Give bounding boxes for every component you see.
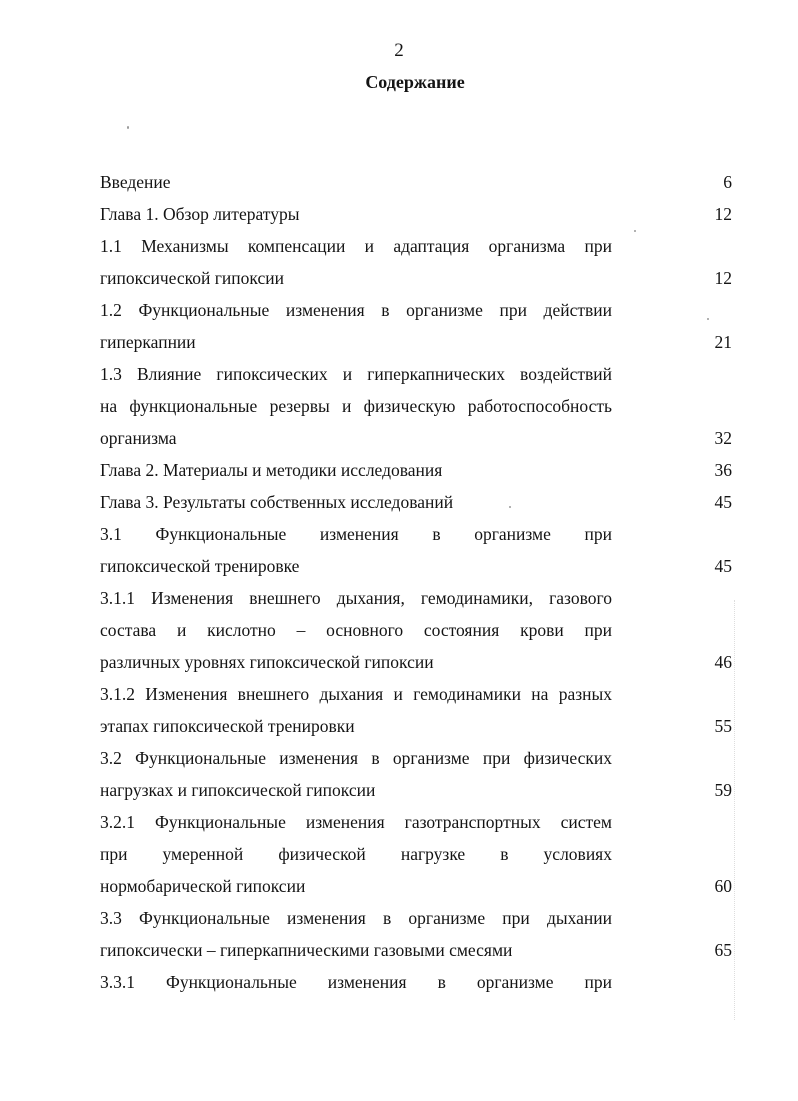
toc-entry-line: Глава 2. Материалы и методики исследования <box>100 460 443 480</box>
toc-entry <box>100 294 740 358</box>
toc-entry-line: 1.2 Функциональные изменения в организме при действии <box>100 300 612 320</box>
toc-entry <box>100 230 740 294</box>
scan-margin-noise <box>734 600 745 1020</box>
toc-entry-line: 3.3.1 Функциональные изменения в организме при <box>100 972 612 992</box>
toc-entry <box>100 806 740 902</box>
toc-entry-line: 1.3 Влияние гипоксических и гиперкапнических воздействий <box>100 364 612 384</box>
toc-page-number: 36 <box>714 460 732 480</box>
toc-entry-line: 1.1 Механизмы компенсации и адаптация организма при <box>100 236 612 256</box>
toc-entry-line: 3.1.2 Изменения внешнего дыхания и гемодинамики на разных <box>100 684 612 704</box>
toc-page-number: 12 <box>714 204 732 224</box>
toc-entry <box>100 678 740 742</box>
toc-entry <box>100 358 740 454</box>
toc-entry-line: состава и кислотно – основного состояния крови при <box>100 620 612 640</box>
toc-entry <box>100 166 740 198</box>
toc-entry <box>100 486 740 518</box>
toc-entry-line: организма <box>100 428 177 448</box>
toc-entry-line: гипоксической гипоксии <box>100 268 284 288</box>
toc-entry-line: гиперкапнии <box>100 332 196 352</box>
toc-entry-line: 3.2.1 Функциональные изменения газотранспортных систем <box>100 812 612 832</box>
toc-entry-line: 3.2 Функциональные изменения в организме при физических <box>100 748 612 768</box>
toc-entry-line: этапах гипоксической тренировки <box>100 716 355 736</box>
toc-page-number: 55 <box>714 716 732 736</box>
toc-entry-line: гипоксической тренировке <box>100 556 300 576</box>
scan-speck <box>509 506 511 508</box>
toc-page-number: 60 <box>714 876 732 896</box>
toc-entry-line: Глава 3. Результаты собственных исследований <box>100 492 454 512</box>
toc-entry <box>100 582 740 678</box>
scan-speck <box>707 318 709 320</box>
toc-page-number: 59 <box>714 780 732 800</box>
toc-entry-line: 3.1.1 Изменения внешнего дыхания, гемодинамики, газового <box>100 588 612 608</box>
toc-entry-line: различных уровнях гипоксической гипоксии <box>100 652 434 672</box>
toc-entry-line: нагрузках и гипоксической гипоксии <box>100 780 376 800</box>
toc-entry-line: 3.3 Функциональные изменения в организме при дыхании <box>100 908 612 928</box>
page-title: Содержание <box>365 72 465 92</box>
toc-page-number: 45 <box>714 556 732 576</box>
toc-page-number: 21 <box>714 332 732 352</box>
toc-entry <box>100 454 740 486</box>
toc-entry-line: на функциональные резервы и физическую работоспособность <box>100 396 612 416</box>
scan-speck <box>127 126 129 129</box>
toc-page-number: 6 <box>723 172 732 192</box>
toc-entry <box>100 518 740 582</box>
toc-entry <box>100 198 740 230</box>
toc-page-number: 32 <box>714 428 732 448</box>
toc-entry-line: Введение <box>100 172 171 192</box>
toc-entry-line: Глава 1. Обзор литературы <box>100 204 300 224</box>
table-of-contents <box>100 166 740 998</box>
scan-speck <box>634 230 636 232</box>
toc-entry-line: гипоксически – гиперкапническими газовыми смесями <box>100 940 513 960</box>
toc-page-number: 12 <box>714 268 732 288</box>
page-number: 2 <box>394 40 404 61</box>
toc-entry <box>100 902 740 966</box>
toc-entry-line: нормобарической гипоксии <box>100 876 306 896</box>
toc-entry-line: при умеренной физической нагрузке в условиях <box>100 844 612 864</box>
toc-entry <box>100 966 740 998</box>
toc-entry <box>100 742 740 806</box>
toc-page-number: 45 <box>714 492 732 512</box>
toc-page-number: 65 <box>714 940 732 960</box>
toc-page-number: 46 <box>714 652 732 672</box>
toc-entry-line: 3.1 Функциональные изменения в организме при <box>100 524 612 544</box>
